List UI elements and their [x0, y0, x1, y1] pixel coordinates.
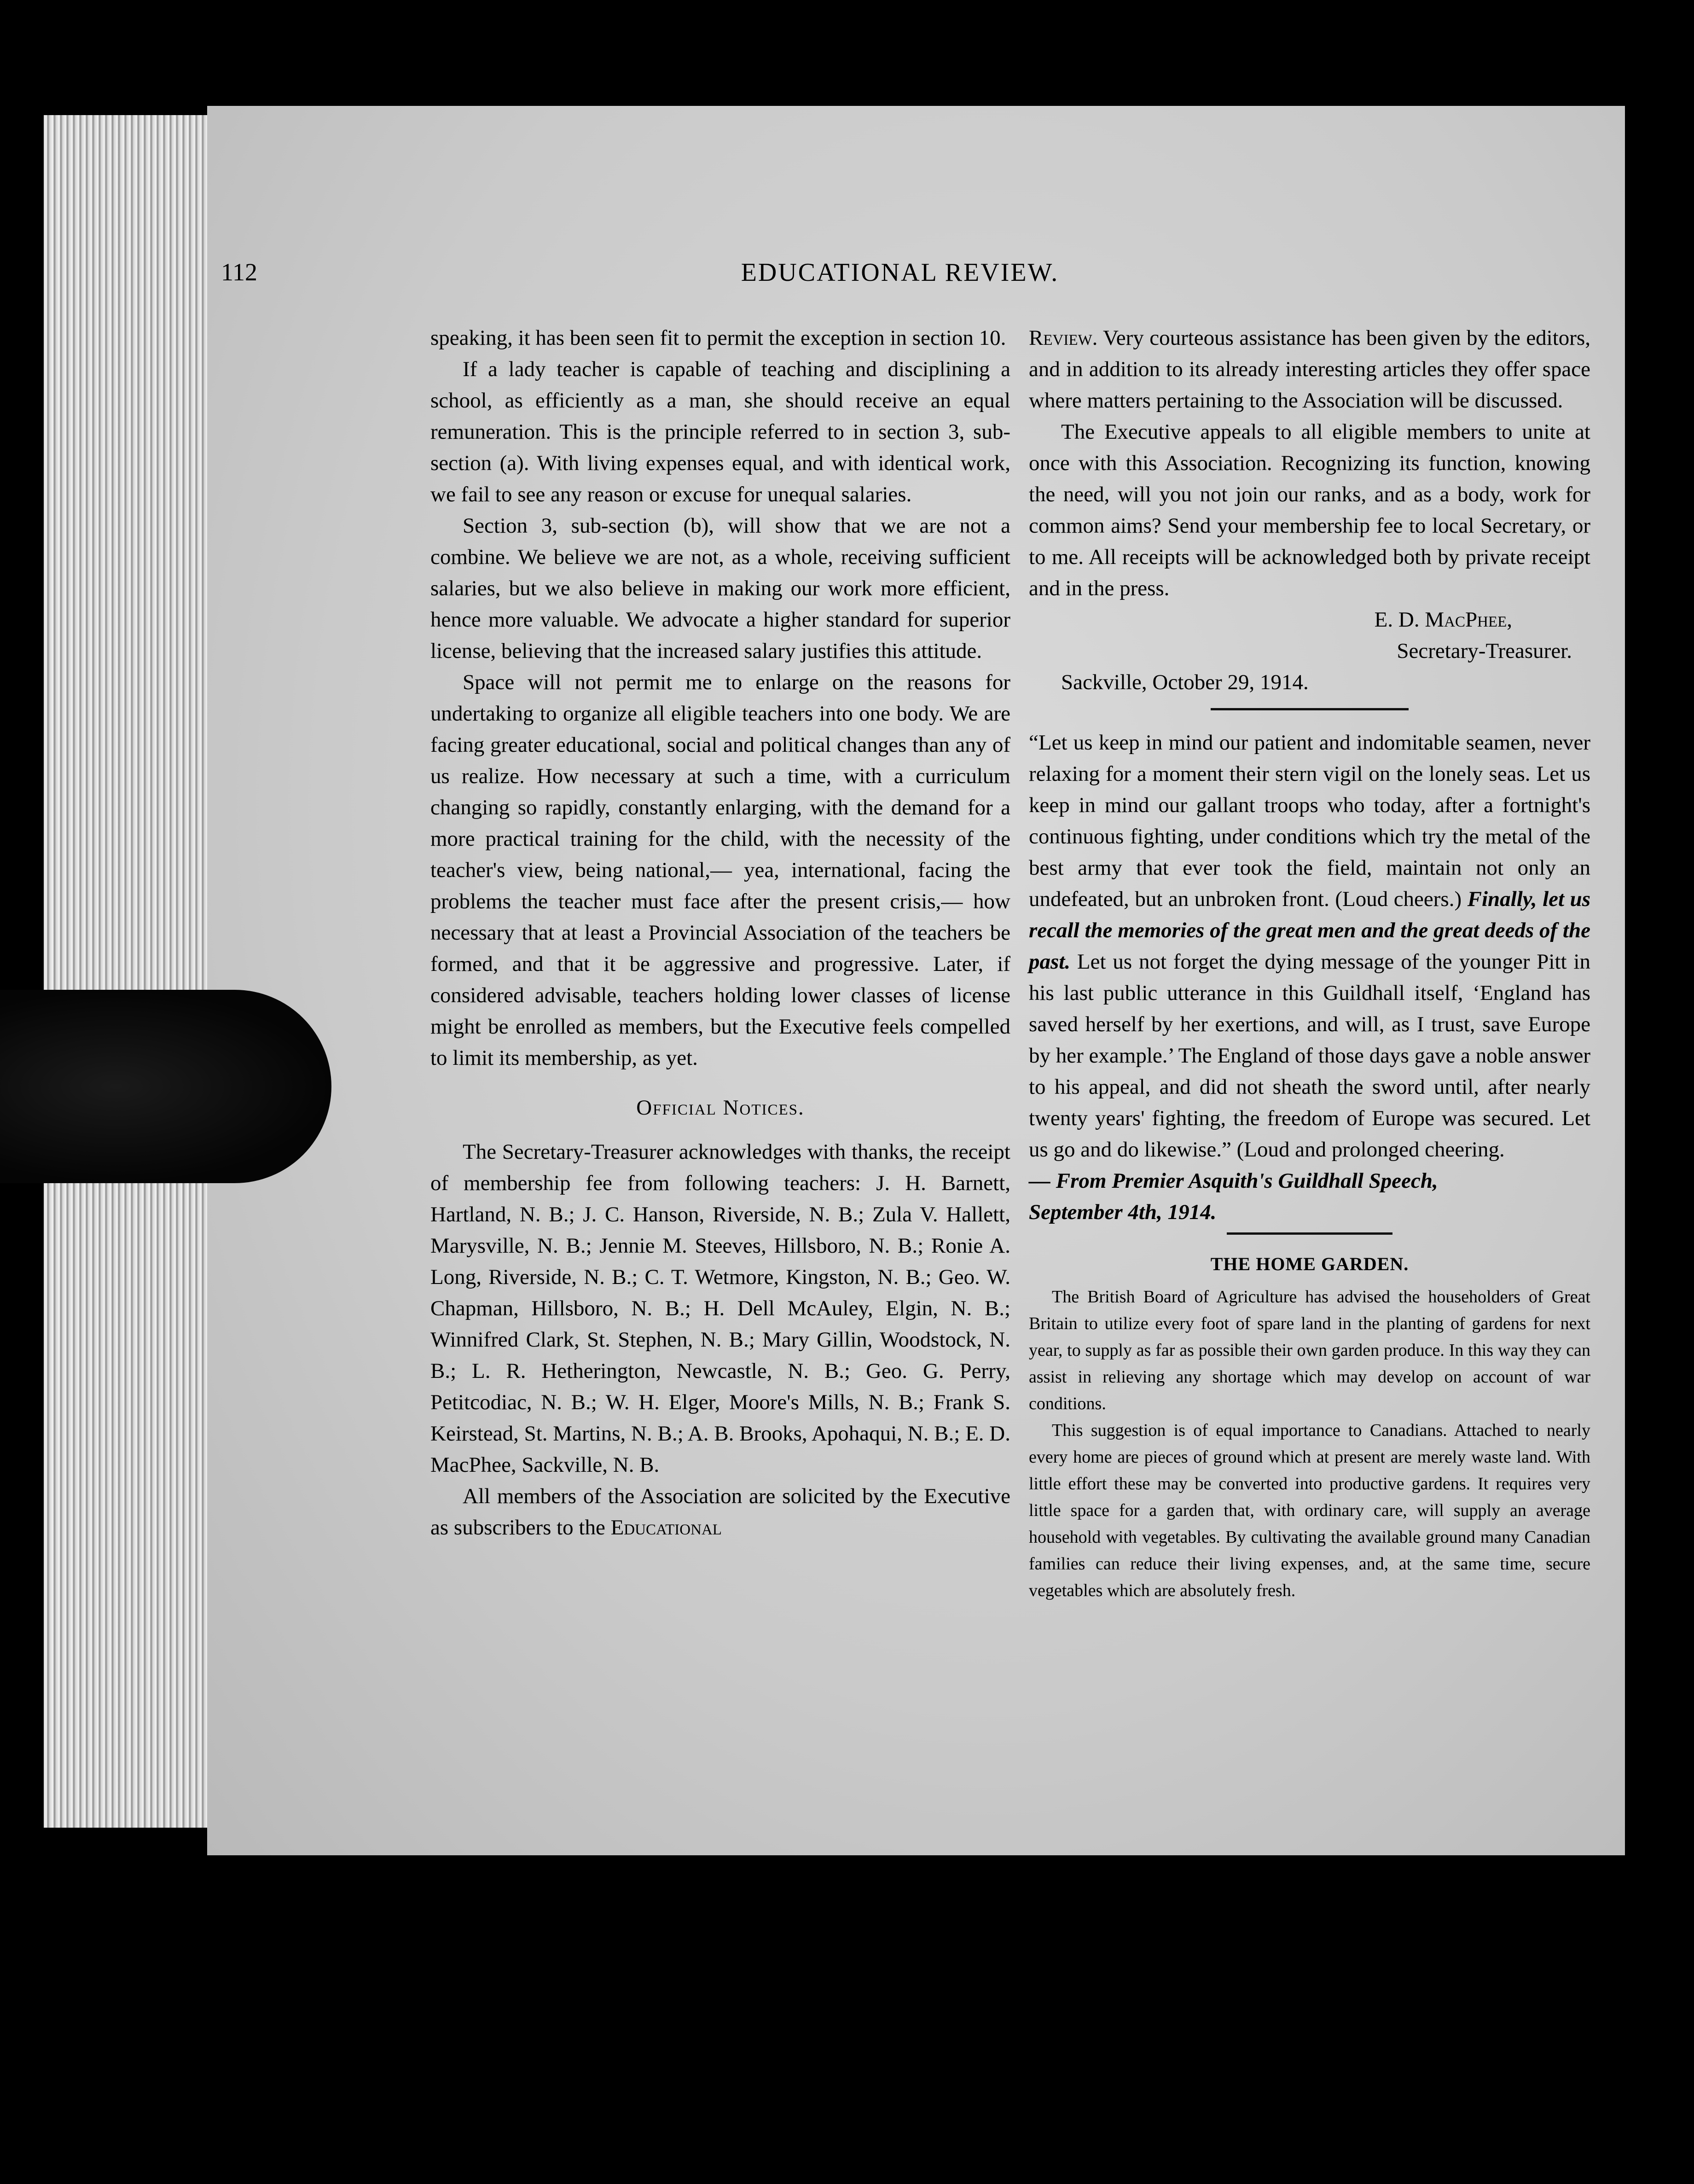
section-divider-2 — [1227, 1232, 1392, 1235]
right-paragraph-1 — [1029, 322, 1590, 416]
left-paragraph-6-text: All members of the Association are solicited by the Executive as subscribers to the — [430, 1484, 1010, 1539]
right-paragraph-1-smallcaps: Review. — [1029, 326, 1098, 350]
right-column — [1029, 322, 1590, 1604]
home-garden-article — [1029, 1249, 1590, 1604]
quote-text-start: “Let us keep in mind our patient and indomitable seamen, never relaxing for a moment their stern vigil on the lonely seas. Let us keep in mind our gallant troops who today, after a fortnight's continuous fighting, under conditions which try the metal of the best army that ever took the field, maintain not only an undefeated, but an unbroken front. (Loud cheers.) — [1029, 731, 1590, 911]
page-header — [221, 258, 1579, 299]
home-garden-paragraph-2: This suggestion is of equal importance to Canadians. Attached to nearly every home are pieces of ground which at present are merely waste land. With little effort these may be converted into productive gardens. It requires very little space for a garden that, with ordinary care, will supply an average household with vegetables. By cultivating the available ground many Canadian families can reduce their living expenses, and, at the same time, secure vegetables which are absolutely fresh. — [1029, 1421, 1590, 1600]
right-paragraph-1-text: Very courteous assistance has been given by the editors, and in addition to its already interesting articles they offer space where matters pertaining to the Association will be discussed. — [1029, 326, 1590, 412]
book-page-edges — [44, 115, 209, 1828]
quote-text-end: Let us not forget the dying message of the younger Pitt in his last public utterance in this Guildhall itself, ‘England has saved herself by her exertions, and will, as I trust, save Europe by her example.’ The England of those days gave a noble answer to his appeal, and did not sheath the sword until, after nearly twenty years' fighting, the freedom of Europe was secured. Let us go and do likewise.” (Loud and prolonged cheering. — [1029, 950, 1590, 1162]
quote-paragraph — [1029, 727, 1590, 1165]
left-paragraph-6 — [430, 1481, 1010, 1543]
left-paragraph-5: The Secretary-Treasurer acknowledges with thanks, the receipt of membership fee from following teachers: J. H. Barnett, Hartland, N. B.; J. C. Hanson, Riverside, N. B.; Zula V. Hallett, Marysville, N. B.; Jennie M. Steeves, Hillsboro, N. B.; Ronie A. Long, Riverside, N. B.; C. T. Wetmore, Kingston, N. B.; Geo. W. Chapman, Hillsboro, N. B.; H. Dell McAuley, Elgin, N. B.; Winnifred Clark, St. Stephen, N. B.; Mary Gillin, Woodstock, N. B.; L. R. Hetherington, Newcastle, N. B.; Geo. G. Perry, Petitcodiac, N. B.; W. H. Elger, Moore's Mills, N. B.; Frank S. Keirstead, St. Martins, N. B.; A. B. Brooks, Apohaqui, N. B.; E. D. MacPhee, Sackville, N. B. — [430, 1140, 1010, 1477]
home-garden-paragraph-1: The British Board of Agriculture has advised the householders of Great Britain to utilize every foot of spare land in the planting of gardens for next year, to supply as far as possible their own garden produce. In this way they can assist in relieving any shortage which may develop on account of war conditions. — [1029, 1287, 1590, 1413]
thumb-shadow — [0, 990, 331, 1183]
left-paragraph-2: If a lady teacher is capable of teaching and disciplining a school, as efficiently as a man, she should receive an equal remuneration. This is the principle referred to in section 3, sub-section (a). With living expenses equal, and with identical work, we fail to see any reason or excuse for unequal salaries. — [430, 357, 1010, 506]
signature-place: Sackville, October 29, 1914. — [1061, 670, 1309, 694]
right-paragraph-2: The Executive appeals to all eligible members to unite at once with this Association. Recognizing its function, knowing the need, will you not join our ranks, and as a body, work for common aims? Send your membership fee to local Secretary, or to me. All receipts will be acknowledged both by private receipt and in the press. — [1029, 420, 1590, 600]
asquith-quote — [1029, 727, 1590, 1228]
quote-attribution-line-1: — From Premier Asquith's Guildhall Speech, — [1029, 1169, 1438, 1193]
section-divider — [1211, 708, 1409, 710]
official-notices-heading: Official Notices. — [636, 1096, 805, 1120]
left-paragraph-4: Space will not permit me to enlarge on the reasons for undertaking to organize all eligible teachers into one body. We are facing greater educational, social and political changes than any of us realize. How necessary at such a time, with a curriculum changing so rapidly, constantly enlarging, with the demand for a more practical training for the child, with the necessity of the teacher's view, being national,— yea, international, facing the problems the teacher must face after the present crisis,— how necessary that at least a Provincial Association of the teachers be formed, and that it be aggressive and progressive. Later, if considered advisable, teachers holding lower classes of license might be enrolled as members, but the Executive feels compelled to limit its membership, as yet. — [430, 670, 1010, 1070]
left-paragraph-6-smallcaps: Educational — [610, 1516, 722, 1539]
home-garden-title: THE HOME GARDEN. — [1210, 1254, 1409, 1274]
left-column — [430, 322, 1010, 1543]
signature-title: Secretary-Treasurer. — [1397, 639, 1572, 663]
signature-name: E. D. MacPhee, — [1374, 608, 1512, 632]
quote-text-italic: Finally, let us recall the memories of the great men and the great deeds of the past. — [1029, 887, 1591, 974]
page-number: 112 — [221, 258, 257, 286]
running-title: EDUCATIONAL REVIEW. — [741, 258, 1059, 287]
left-paragraph-1: speaking, it has been seen fit to permit the exception in section 10. — [430, 326, 1006, 350]
left-paragraph-3: Section 3, sub-section (b), will show that we are not a combine. We believe we are not, as a whole, receiving sufficient salaries, but we also believe in making our work more efficient, hence more valuable. We advocate a higher standard for superior license, believing that the increased salary justifies this attitude. — [430, 514, 1010, 663]
quote-attribution-line-2: September 4th, 1914. — [1029, 1200, 1217, 1224]
